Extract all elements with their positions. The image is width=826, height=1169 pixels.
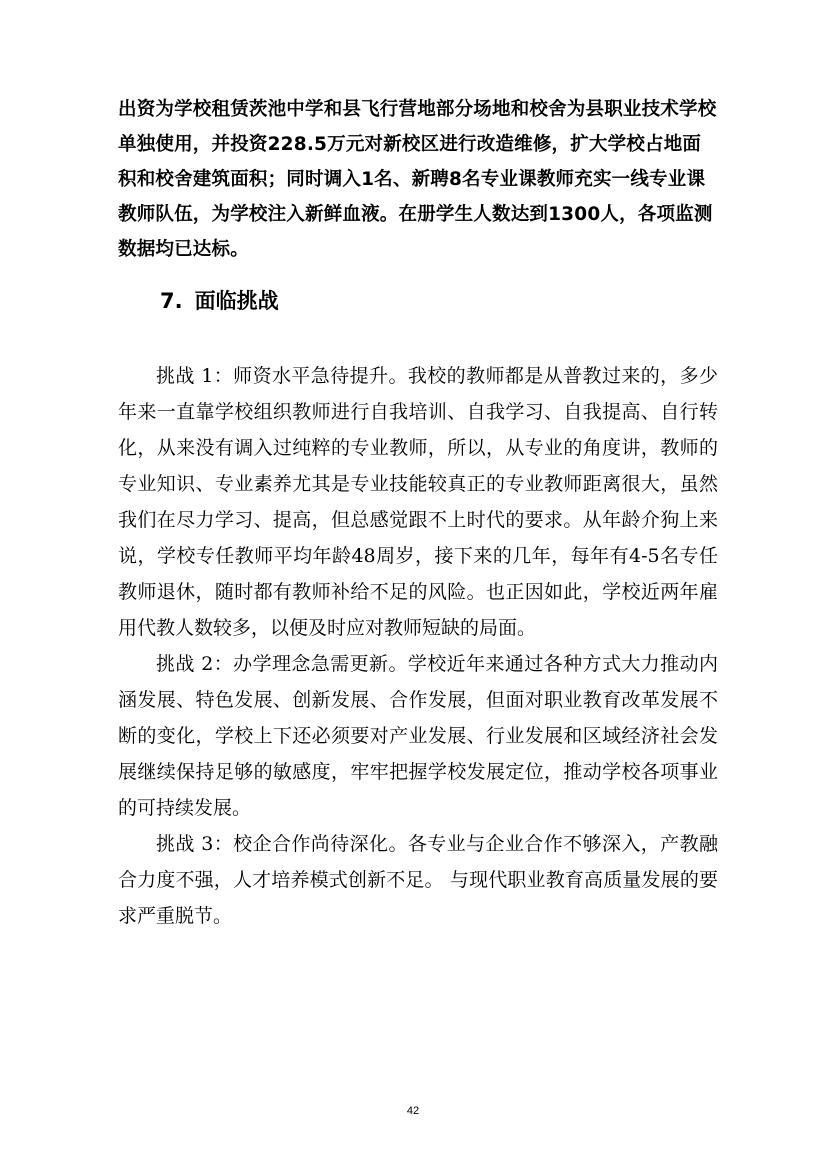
intro-paragraph: 出资为学校租赁茨池中学和县飞行营地部分场地和校舍为县职业技术学校单独使用，并投资228.5万元对新校区进行改造维修，扩大学校占地面积和校舍建筑面积；同时调入1名、新聘8名专业课教师充实一线专业课教师队伍，为学校注入新鲜血液。在册学生人数达到1300人，各项监测数据均已达标。	[118, 99, 717, 260]
section-heading	[160, 286, 279, 316]
challenge-paragraph-2: 挑战 2：办学理念急需更新。学校近年来通过各种方式大力推动内涵发展、特色发展、创新发展、合作发展，但面对职业教育改革发展不断的变化，学校上下还必须要对产业发展、行业发展和区域经济社会发展继续保持足够的敏感度，牢牢把握学校发展定位，推动学校各项事业的可持续发展。	[118, 653, 718, 819]
challenge-paragraph-3: 挑战 3：校企合作尚待深化。各专业与企业合作不够深入，产教融合力度不强，人才培养模式创新不足。 与现代职业教育高质量发展的要求严重脱节。	[118, 833, 718, 927]
body-text	[118, 358, 718, 934]
section-title: 面临挑战	[194, 289, 279, 313]
page-number: 42	[406, 1105, 420, 1117]
challenge-paragraph-1: 挑战 1：师资水平急待提升。我校的教师都是从普教过来的，多少年来一直靠学校组织教师进行自我培训、自我学习、自我提高、自行转化，从来没有调入过纯粹的专业教师，所以，从专业的角度讲，教师的专业知识、专业素养尤其是专业技能较真正的专业教师距离很大，虽然我们在尽力学习、提高，但总感觉跟不上时代的要求。从年龄介狗上来说，学校专任教师平均年龄48周岁，接下来的几年，每年有4-5名专任教师退休，随时都有教师补给不足的风险。也正因如此，学校近两年雇用代教人数较多，以便及时应对教师短缺的局面。	[118, 365, 718, 639]
section-number: 7.	[160, 289, 183, 313]
